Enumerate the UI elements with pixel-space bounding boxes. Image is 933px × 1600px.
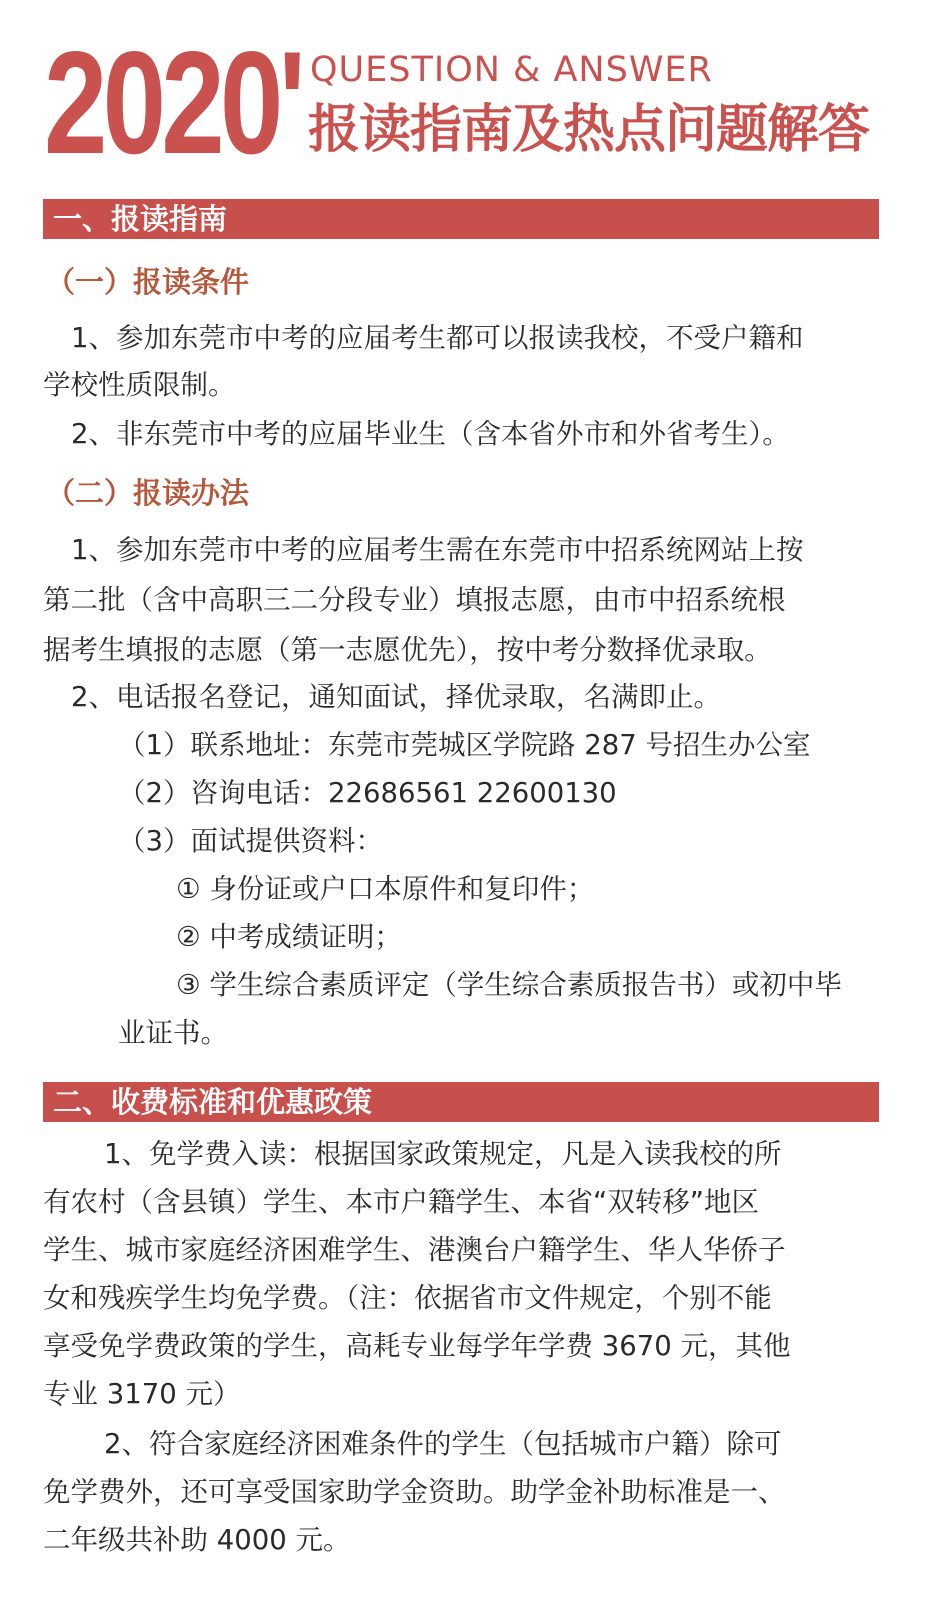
contact-phone: （2）咨询电话：22686561 22600130 [118, 777, 617, 809]
text-line: 1、参加东莞市中考的应届考生都可以报读我校，不受户籍和 [71, 322, 804, 354]
text-line: 据考生填报的志愿（第一志愿优先），按中考分数择优录取。 [43, 634, 772, 666]
text-line: 2、符合家庭经济困难条件的学生（包括城市户籍）除可 [104, 1428, 782, 1460]
text-line: 二年级共补助 4000 元。 [43, 1524, 351, 1556]
text-line: 享受免学费政策的学生，高耗专业每学年学费 3670 元，其他 [43, 1330, 791, 1362]
text-line: 1、参加东莞市中考的应届考生需在东莞市中招系统网站上按 [71, 534, 804, 566]
section-bar-fees [43, 1082, 879, 1122]
title-cn: 报读指南及热点问题解答 [308, 100, 870, 160]
text-line: 有农村（含县镇）学生、本市户籍学生、本省“双转移”地区 [43, 1186, 759, 1218]
list-item: ③ 学生综合素质评定（学生综合素质报告书）或初中毕 [176, 969, 842, 1001]
list-item: ① 身份证或户口本原件和复印件； [176, 873, 595, 905]
text-line: 学生、城市家庭经济困难学生、港澳台户籍学生、华人华侨子 [43, 1234, 786, 1266]
text-line: （3）面试提供资料： [118, 825, 383, 857]
section-title: 一、报读指南 [53, 202, 228, 236]
subsection-title-method: （二）报读办法 [46, 476, 250, 510]
section-title: 二、收费标准和优惠政策 [53, 1085, 373, 1119]
subtitle-en: QUESTION & ANSWER [310, 50, 713, 90]
text-line: 1、免学费入读：根据国家政策规定，凡是入读我校的所 [104, 1138, 782, 1170]
section-bar-guide [43, 199, 879, 239]
text-line: 免学费外，还可享受国家助学金资助。助学金补助标准是一、 [43, 1476, 786, 1508]
text-line: 业证书。 [118, 1017, 228, 1049]
header [0, 0, 933, 200]
text-line: 专业 3170 元） [43, 1378, 241, 1410]
subsection-title-conditions: （一）报读条件 [46, 265, 250, 299]
year-title: 2020' [44, 21, 302, 184]
contact-address: （1）联系地址：东莞市莞城区学院路 287 号招生办公室 [118, 729, 811, 761]
list-item: ② 中考成绩证明； [176, 921, 402, 953]
text-line: 2、非东莞市中考的应届毕业生（含本省外市和外省考生）。 [71, 418, 790, 450]
text-line: 2、电话报名登记，通知面试，择优录取，名满即止。 [71, 681, 721, 713]
text-line: 学校性质限制。 [43, 369, 236, 401]
text-line: 第二批（含中高职三二分段专业）填报志愿，由市中招系统根 [43, 584, 786, 616]
text-line: 女和残疾学生均免学费。（注：依据省市文件规定，个别不能 [43, 1282, 772, 1314]
